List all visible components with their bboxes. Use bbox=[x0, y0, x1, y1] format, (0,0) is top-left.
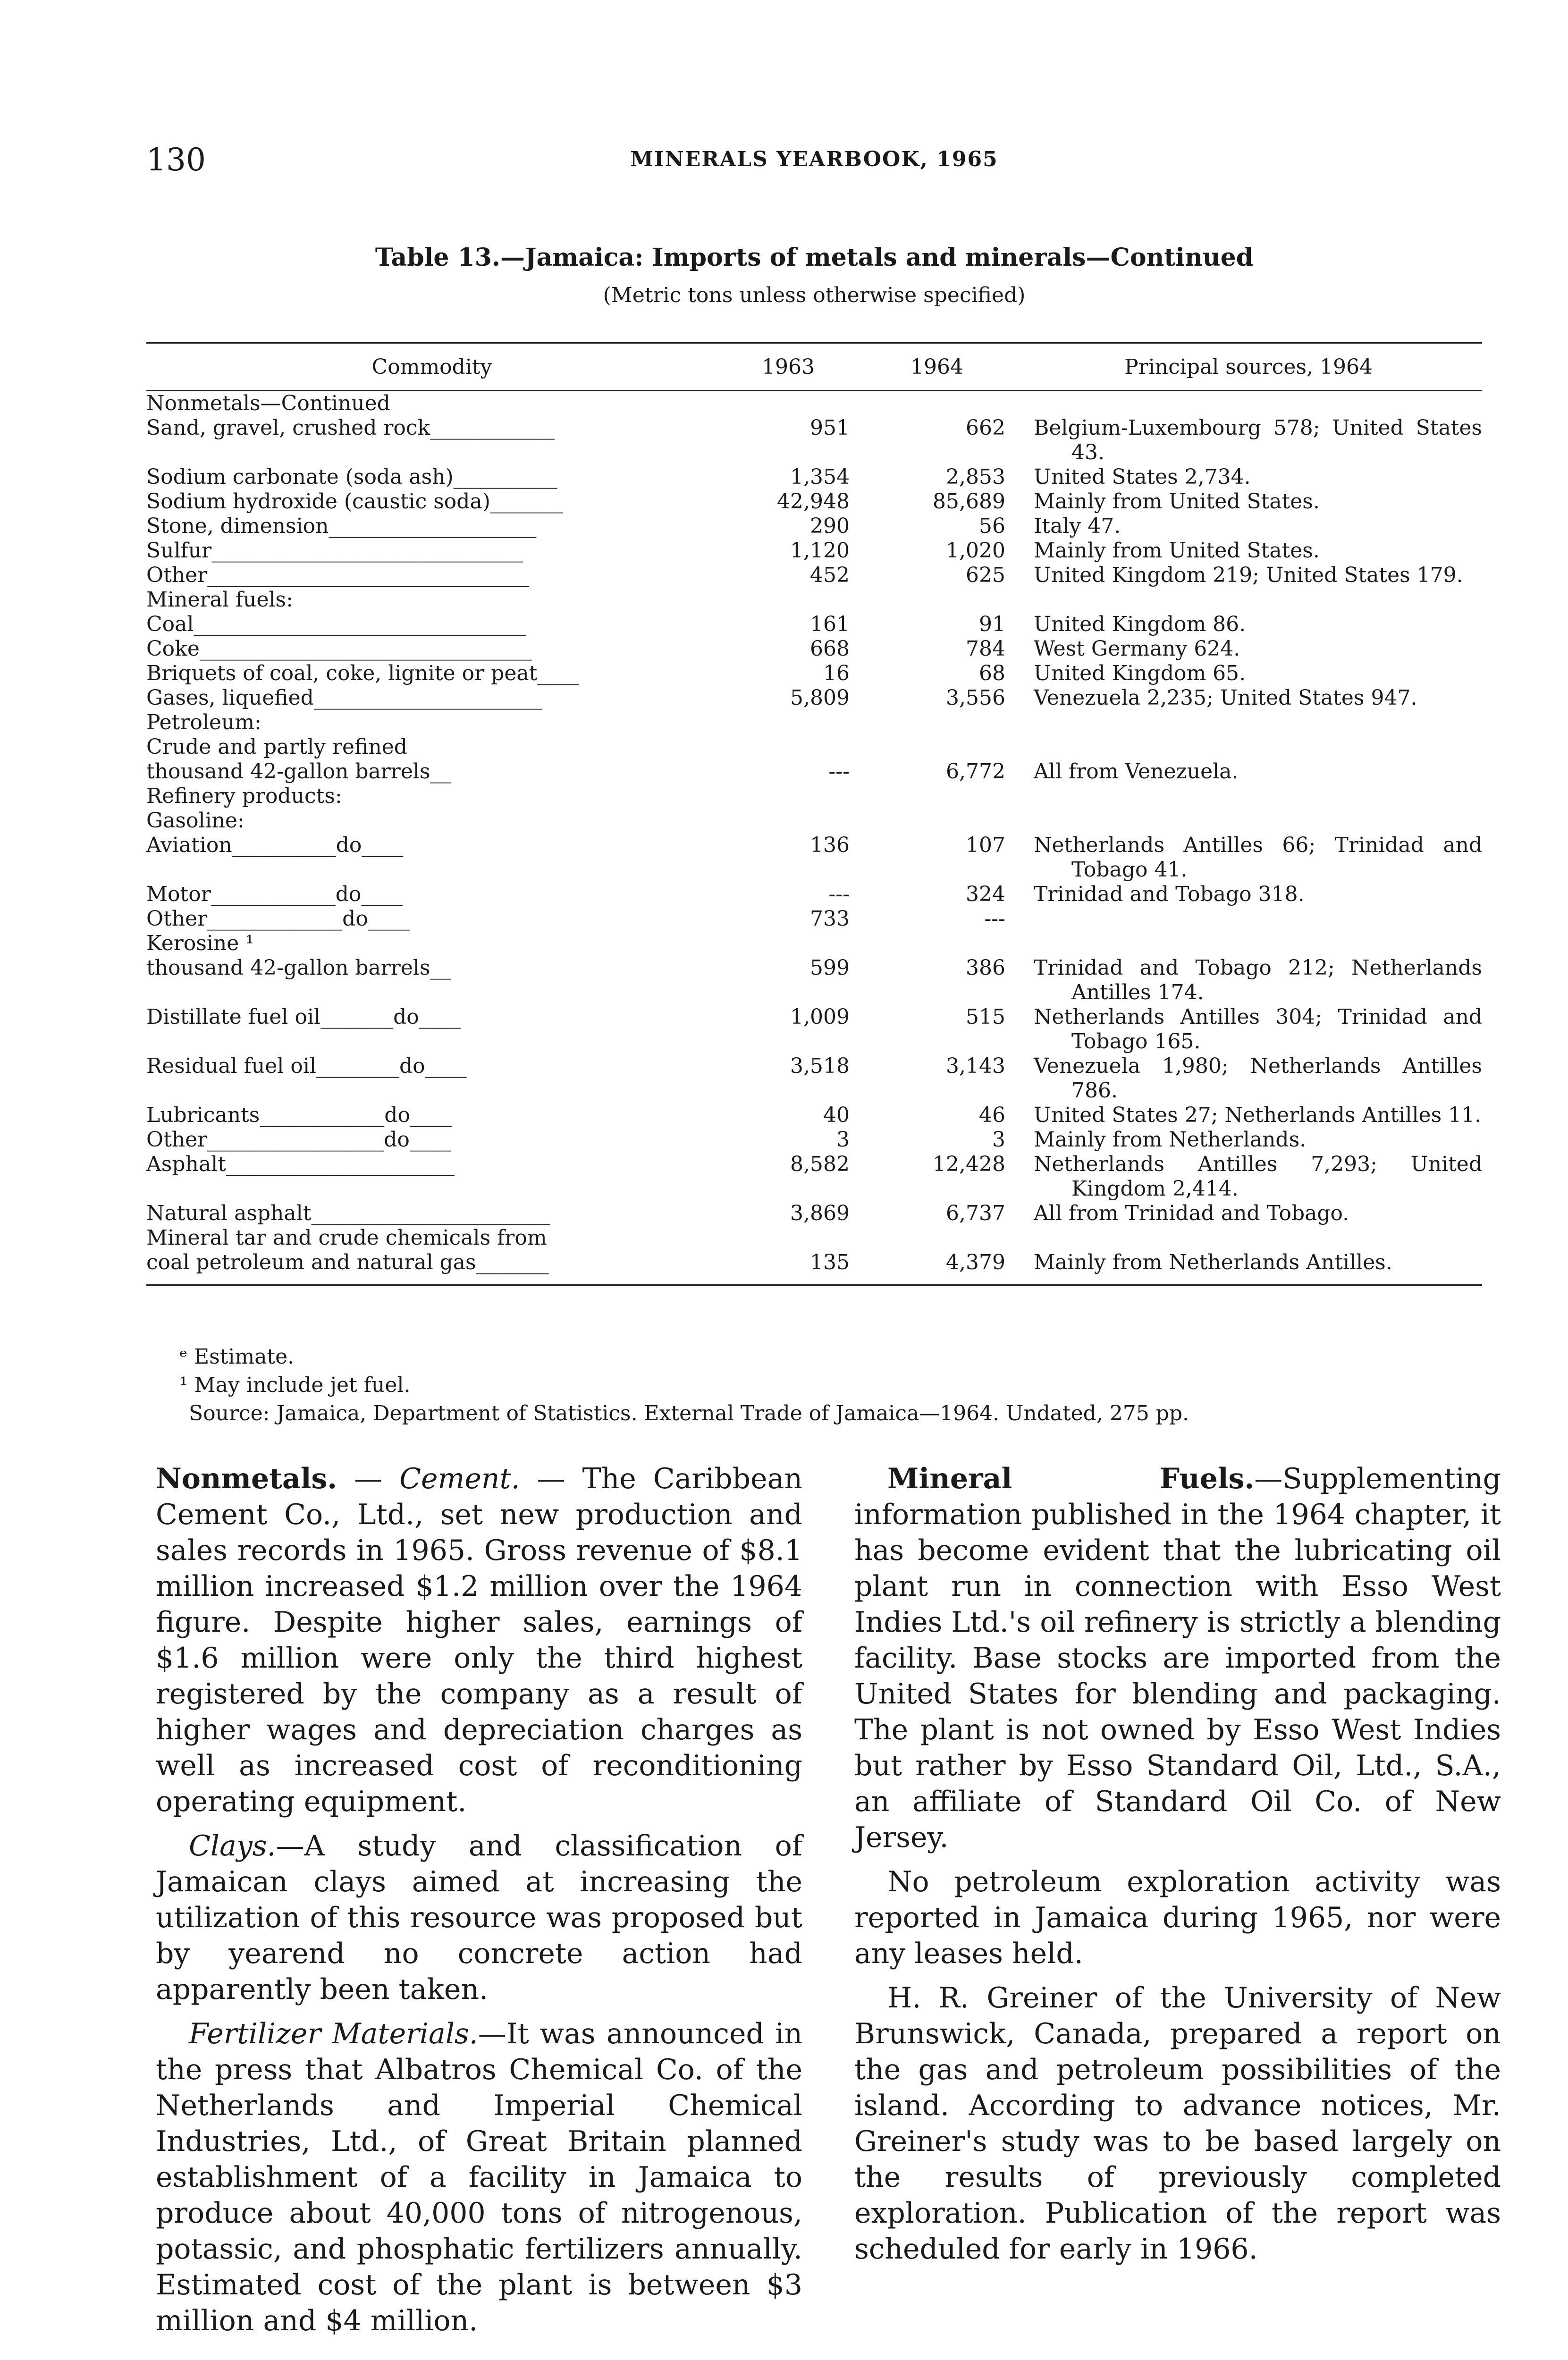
fuels-heading: Mineral Fuels. bbox=[887, 1462, 1255, 1495]
table-row bbox=[146, 539, 1482, 563]
sources-cell bbox=[1015, 563, 1482, 588]
commodity-cell: thousand 42-gallon barrels__ bbox=[146, 956, 451, 980]
sources-cell bbox=[1015, 612, 1482, 637]
commodity-cell: Sand, gravel, crushed rock____________ bbox=[146, 416, 555, 440]
page-number: 130 bbox=[146, 142, 206, 178]
sources-cell bbox=[1015, 391, 1482, 416]
commodity-cell: Nonmetals—Continued bbox=[146, 391, 390, 415]
value-1964-cell: 6,737 bbox=[946, 1201, 1005, 1225]
commodity-cell: Natural asphalt_______________________ bbox=[146, 1201, 550, 1225]
value-1963-cell: 135 bbox=[810, 1250, 850, 1274]
value-1964-cell: 1,020 bbox=[946, 539, 1005, 563]
table-row bbox=[146, 391, 1482, 416]
table-row bbox=[146, 686, 1482, 710]
clays-body: —A study and classification of Jamaican clays aimed at increasing the utilization of this resource was proposed but by yearend no concrete action had apparently been taken. bbox=[156, 1829, 802, 2006]
value-1964-cell: 784 bbox=[966, 637, 1005, 661]
value-1963-cell bbox=[717, 391, 859, 416]
page-header bbox=[146, 142, 1482, 189]
value-1963-cell bbox=[717, 784, 859, 809]
clays-paragraph bbox=[156, 1828, 802, 2007]
fertilizer-body: —It was announced in the press that Albatros Chemical Co. of the Netherlands and Imperial Chemical Industries, Ltd., of Great Britain planned establishment of a facility in Jamaica to produce about 40,000 tons of nitrogenous, potassic, and phosphatic fertilizers annually. Estimated cost of the plant is between $3 million and $4 million. bbox=[156, 2017, 802, 2337]
sources-text: Netherlands Antilles 66; Trinidad and Tobago 41. bbox=[1034, 833, 1482, 882]
column-header-1964: 1964 bbox=[859, 343, 1015, 391]
commodity-cell: Kerosine ¹ bbox=[146, 931, 254, 955]
footnote-jet-fuel: ¹ May include jet fuel. bbox=[179, 1373, 411, 1397]
sources-text: Venezuela 1,980; Netherlands Antilles 786. bbox=[1034, 1054, 1482, 1103]
value-1964-cell: 91 bbox=[979, 612, 1005, 636]
value-1963-cell: 5,809 bbox=[790, 686, 850, 710]
sources-text: All from Venezuela. bbox=[1034, 759, 1239, 784]
sources-text: All from Trinidad and Tobago. bbox=[1034, 1201, 1349, 1225]
commodity-cell: Residual fuel oil________do____ bbox=[146, 1054, 467, 1078]
table-row bbox=[146, 735, 1482, 759]
value-1963-cell: 161 bbox=[810, 612, 850, 636]
table-row bbox=[146, 833, 1482, 882]
sources-text: Mainly from United States. bbox=[1034, 489, 1320, 514]
commodity-cell: Distillate fuel oil_______do____ bbox=[146, 1005, 461, 1029]
commodity-cell: Sodium carbonate (soda ash)__________ bbox=[146, 465, 557, 489]
commodity-cell: Lubricants____________do____ bbox=[146, 1103, 452, 1127]
sources-text: United Kingdom 219; United States 179. bbox=[1034, 563, 1463, 587]
value-1964-cell: 56 bbox=[979, 514, 1005, 538]
value-1963-cell: 1,120 bbox=[790, 539, 850, 563]
table-source: Source: Jamaica, Department of Statistics. External Trade of Jamaica—1964. Undated, 275 pp. bbox=[189, 1401, 1189, 1425]
value-1963-cell: 599 bbox=[810, 956, 850, 980]
sources-text: Belgium-Luxembourg 578; United States 43. bbox=[1034, 416, 1482, 464]
value-1964-cell bbox=[859, 784, 1015, 809]
sources-cell bbox=[1015, 1250, 1482, 1285]
table-row bbox=[146, 514, 1482, 539]
sources-text: Trinidad and Tobago 318. bbox=[1034, 882, 1305, 906]
value-1964-cell: 515 bbox=[966, 1005, 1005, 1029]
imports-table bbox=[146, 342, 1482, 1288]
value-1963-cell: 290 bbox=[810, 514, 850, 538]
sources-cell bbox=[1015, 489, 1482, 514]
sources-cell bbox=[1015, 588, 1482, 612]
fertilizer-paragraph bbox=[156, 2016, 802, 2339]
footnotes bbox=[179, 1343, 1482, 1428]
commodity-cell: Crude and partly refined bbox=[146, 735, 407, 759]
commodity-cell: thousand 42-gallon barrels__ bbox=[146, 759, 451, 784]
table-row bbox=[146, 1128, 1482, 1152]
value-1964-cell bbox=[859, 735, 1015, 759]
sources-cell bbox=[1015, 833, 1482, 882]
commodity-cell: Briquets of coal, coke, lignite or peat____ bbox=[146, 661, 579, 685]
sources-cell bbox=[1015, 1226, 1482, 1250]
table-row bbox=[146, 931, 1482, 956]
value-1964-cell: 662 bbox=[966, 416, 1005, 440]
commodity-cell: Petroleum: bbox=[146, 710, 261, 734]
value-1963-cell: 40 bbox=[823, 1103, 850, 1127]
sources-cell bbox=[1015, 759, 1482, 784]
value-1964-cell: 4,379 bbox=[946, 1250, 1005, 1274]
value-1963-cell: 8,582 bbox=[790, 1152, 850, 1176]
commodity-cell: Motor____________do____ bbox=[146, 882, 403, 906]
value-1963-cell bbox=[717, 710, 859, 735]
table-row bbox=[146, 710, 1482, 735]
value-1964-cell bbox=[859, 931, 1015, 956]
commodity-cell: coal petroleum and natural gas_______ bbox=[146, 1250, 549, 1274]
cement-body: The Caribbean Cement Co., Ltd., set new production and sales records in 1965. Gross revenue of $8.1 million increased $1.2 million over the 1964 figure. Despite higher sales, earnings of $1.6 million were only the third highest registered by the company as a result of higher wages and depreciation charges as well as increased cost of reconditioning operating equipment. bbox=[156, 1462, 802, 1818]
column-header-1963: 1963 bbox=[717, 343, 859, 391]
value-1964-cell bbox=[859, 391, 1015, 416]
commodity-cell: Gasoline: bbox=[146, 809, 244, 833]
value-1964-cell: 625 bbox=[966, 563, 1005, 587]
value-1964-cell: 3,143 bbox=[946, 1054, 1005, 1078]
sources-text: Netherlands Antilles 304; Trinidad and Tobago 165. bbox=[1034, 1005, 1482, 1054]
fertilizer-heading: Fertilizer Materials. bbox=[189, 2017, 478, 2050]
value-1963-cell: 3,518 bbox=[790, 1054, 850, 1078]
table-row bbox=[146, 809, 1482, 833]
value-1963-cell bbox=[717, 588, 859, 612]
table-header-row bbox=[146, 343, 1482, 391]
commodity-cell: Other_________________do____ bbox=[146, 1128, 451, 1152]
sources-text: Mainly from Netherlands Antilles. bbox=[1034, 1250, 1392, 1274]
value-1963-cell: --- bbox=[828, 882, 850, 906]
table-row bbox=[146, 612, 1482, 637]
table-row bbox=[146, 907, 1482, 931]
sources-text: United Kingdom 65. bbox=[1034, 661, 1246, 685]
sources-cell bbox=[1015, 931, 1482, 956]
table-row bbox=[146, 759, 1482, 784]
table-title: Table 13.—Jamaica: Imports of metals and minerals—Continued bbox=[375, 243, 1254, 272]
sources-cell bbox=[1015, 735, 1482, 759]
table-row bbox=[146, 1226, 1482, 1250]
sources-cell bbox=[1015, 1103, 1482, 1128]
commodity-cell: Gases, liquefied______________________ bbox=[146, 686, 542, 710]
value-1964-cell bbox=[859, 809, 1015, 833]
commodity-cell: Coal________________________________ bbox=[146, 612, 526, 636]
table-row bbox=[146, 416, 1482, 465]
commodity-cell: Other_____________do____ bbox=[146, 907, 410, 931]
value-1964-cell: 46 bbox=[979, 1103, 1005, 1127]
table-row bbox=[146, 784, 1482, 809]
sources-cell bbox=[1015, 539, 1482, 563]
exploration-paragraph: No petroleum exploration activity was reported in Jamaica during 1965, nor were any leases held. bbox=[854, 1865, 1501, 1970]
sources-text: Mainly from Netherlands. bbox=[1034, 1128, 1307, 1152]
value-1964-cell bbox=[859, 588, 1015, 612]
commodity-cell: Sulfur______________________________ bbox=[146, 539, 523, 563]
table-row bbox=[146, 1201, 1482, 1226]
commodity-cell: Coke________________________________ bbox=[146, 637, 532, 661]
table-row bbox=[146, 588, 1482, 612]
value-1964-cell: 2,853 bbox=[946, 465, 1005, 489]
cement-heading: Cement. bbox=[399, 1462, 520, 1495]
value-1963-cell: 1,354 bbox=[790, 465, 850, 489]
right-column bbox=[854, 1461, 1501, 2276]
sources-text: West Germany 624. bbox=[1034, 637, 1240, 661]
sources-cell bbox=[1015, 784, 1482, 809]
sources-text: Trinidad and Tobago 212; Netherlands Antilles 174. bbox=[1034, 956, 1482, 1004]
value-1964-cell: 68 bbox=[979, 661, 1005, 685]
value-1963-cell: 42,948 bbox=[777, 489, 850, 514]
sources-cell bbox=[1015, 956, 1482, 1005]
value-1964-cell bbox=[859, 710, 1015, 735]
value-1963-cell bbox=[717, 809, 859, 833]
value-1963-cell: 3,869 bbox=[790, 1201, 850, 1225]
table-row bbox=[146, 661, 1482, 686]
commodity-cell: Aviation__________do____ bbox=[146, 833, 404, 857]
sources-cell bbox=[1015, 686, 1482, 710]
greiner-paragraph: H. R. Greiner of the University of New Brunswick, Canada, prepared a report on the gas and petroleum possibilities of the island. According to advance notices, Mr. Greiner's study was to be based largely on the results of previously completed exploration. Publication of the report was scheduled for early in 1966. bbox=[854, 1981, 1501, 2266]
sources-cell bbox=[1015, 710, 1482, 735]
table-row bbox=[146, 489, 1482, 514]
value-1963-cell: 16 bbox=[823, 661, 850, 685]
value-1964-cell: 12,428 bbox=[933, 1152, 1005, 1176]
sources-cell bbox=[1015, 1054, 1482, 1103]
sources-text: Italy 47. bbox=[1034, 514, 1121, 538]
value-1963-cell: --- bbox=[828, 759, 850, 784]
commodity-cell: Mineral fuels: bbox=[146, 588, 293, 612]
commodity-cell: Mineral tar and crude chemicals from bbox=[146, 1226, 547, 1250]
value-1963-cell: 136 bbox=[810, 833, 850, 857]
sources-cell bbox=[1015, 1201, 1482, 1226]
fuels-body: —Supplementing information published in the 1964 chapter, it has become evident that the lubricating oil plant run in connection with Esso West Indies Ltd.'s oil refinery is strictly a blending facility. Base stocks are imported from the United States for blending and packaging. The plant is not owned by Esso West Indies but rather by Esso Standard Oil, Ltd., S.A., an affiliate of Standard Oil Co. of New Jersey. bbox=[854, 1462, 1501, 1854]
value-1964-cell: 6,772 bbox=[946, 759, 1005, 784]
sources-cell bbox=[1015, 1005, 1482, 1054]
table-row bbox=[146, 1250, 1482, 1285]
value-1964-cell: 85,689 bbox=[933, 489, 1005, 514]
value-1963-cell: 3 bbox=[836, 1128, 850, 1152]
sources-text: Venezuela 2,235; United States 947. bbox=[1034, 686, 1417, 710]
sources-cell bbox=[1015, 637, 1482, 661]
value-1963-cell: 452 bbox=[810, 563, 850, 587]
table-body bbox=[146, 391, 1482, 1285]
value-1964-cell: 386 bbox=[966, 956, 1005, 980]
table-bottom-rule bbox=[146, 1285, 1482, 1288]
sources-cell bbox=[1015, 416, 1482, 465]
sources-text: Mainly from United States. bbox=[1034, 539, 1320, 563]
table-row bbox=[146, 563, 1482, 588]
sources-text: United States 27; Netherlands Antilles 11. bbox=[1034, 1103, 1482, 1127]
column-header-commodity: Commodity bbox=[146, 343, 717, 391]
column-header-sources: Principal sources, 1964 bbox=[1015, 343, 1482, 391]
left-column bbox=[156, 1461, 802, 2347]
value-1964-cell: 3 bbox=[992, 1128, 1005, 1152]
fuels-paragraph bbox=[854, 1461, 1501, 1855]
sources-cell bbox=[1015, 1152, 1482, 1201]
sources-cell bbox=[1015, 1128, 1482, 1152]
sources-text: United States 2,734. bbox=[1034, 465, 1251, 489]
value-1964-cell: --- bbox=[984, 907, 1005, 931]
clays-heading: Clays. bbox=[189, 1829, 276, 1863]
nonmetals-heading: Nonmetals. bbox=[156, 1462, 337, 1495]
value-1964-cell: 3,556 bbox=[946, 686, 1005, 710]
table-row bbox=[146, 882, 1482, 907]
sources-cell bbox=[1015, 907, 1482, 931]
table-row bbox=[146, 1005, 1482, 1054]
value-1963-cell bbox=[717, 1226, 859, 1250]
sources-text: United Kingdom 86. bbox=[1034, 612, 1246, 636]
value-1963-cell: 668 bbox=[810, 637, 850, 661]
value-1964-cell: 324 bbox=[966, 882, 1005, 906]
value-1963-cell: 733 bbox=[810, 907, 850, 931]
table-row bbox=[146, 1103, 1482, 1128]
commodity-cell: Asphalt______________________ bbox=[146, 1152, 455, 1176]
running-head: MINERALS YEARBOOK, 1965 bbox=[630, 147, 998, 171]
commodity-cell: Sodium hydroxide (caustic soda)_______ bbox=[146, 489, 563, 514]
cement-paragraph: Nonmetals. — Cement. — The Caribbean Cement Co., Ltd., set new production and sales records in 1965. Gross revenue of $8.1 million increased $1.2 million over the 1964 figure. Despite higher sales, earnings of $1.6 million were only the third highest registered by the company as a result of higher wages and depreciation charges as well as increased cost of reconditioning operating equipment. bbox=[156, 1462, 802, 1818]
table-row bbox=[146, 637, 1482, 661]
value-1963-cell: 951 bbox=[810, 416, 850, 440]
commodity-cell: Refinery products: bbox=[146, 784, 342, 808]
imports-table-grid bbox=[146, 342, 1482, 1288]
value-1963-cell: 1,009 bbox=[790, 1005, 850, 1029]
table-subtitle: (Metric tons unless otherwise specified) bbox=[603, 283, 1026, 307]
table-row bbox=[146, 1152, 1482, 1201]
table-row bbox=[146, 956, 1482, 1005]
table-row bbox=[146, 465, 1482, 489]
value-1964-cell: 107 bbox=[966, 833, 1005, 857]
table-row bbox=[146, 1054, 1482, 1103]
sources-cell bbox=[1015, 661, 1482, 686]
sources-cell bbox=[1015, 465, 1482, 489]
sources-text: Netherlands Antilles 7,293; United Kingdom 2,414. bbox=[1034, 1152, 1482, 1201]
sources-cell bbox=[1015, 882, 1482, 907]
value-1963-cell bbox=[717, 735, 859, 759]
sources-cell bbox=[1015, 514, 1482, 539]
sources-cell bbox=[1015, 809, 1482, 833]
value-1964-cell bbox=[859, 1226, 1015, 1250]
commodity-cell: Other_______________________________ bbox=[146, 563, 530, 587]
commodity-cell: Stone, dimension____________________ bbox=[146, 514, 537, 538]
value-1963-cell bbox=[717, 931, 859, 956]
footnote-estimate: ᵉ Estimate. bbox=[179, 1345, 295, 1369]
